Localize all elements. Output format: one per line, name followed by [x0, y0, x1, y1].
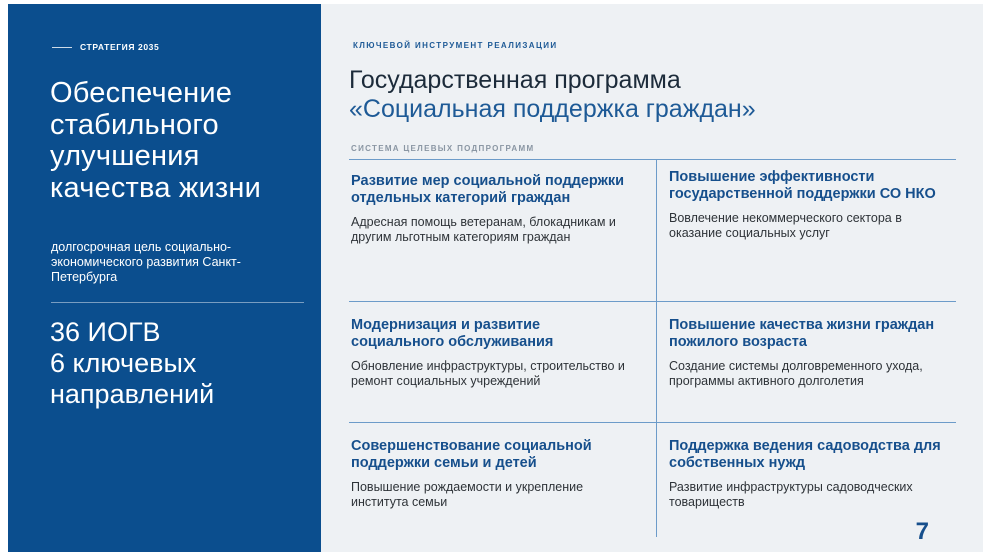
left-panel: [8, 4, 321, 552]
slide: [8, 4, 983, 552]
subprogram-card: [351, 438, 636, 510]
kicker-line: [52, 47, 72, 48]
subprogram-description: Адресная помощь ветеранам, блокадникам и другим льготным категориям граждан: [351, 215, 616, 244]
page-number: 7: [915, 518, 929, 545]
kicker-text: СТРАТЕГИЯ 2035: [80, 42, 160, 52]
subprogram-title: Поддержка ведения садоводства для собственных нужд: [669, 438, 941, 471]
right-panel: [321, 4, 983, 552]
subprogram-description: Создание системы долговременного ухода, программы активного долголетия: [669, 359, 923, 388]
left-subtitle: долгосрочная цель социально-экономического развития Санкт-Петербурга: [51, 240, 241, 284]
left-title: Обеспечение стабильного улучшения качества жизни: [50, 77, 262, 204]
subprogram-description: Вовлечение некоммерческого сектора в оказание социальных услуг: [669, 211, 902, 240]
grid-divider-row-1: [349, 301, 956, 302]
kicker-row: [52, 42, 159, 52]
subprogram-card: [351, 317, 636, 389]
subprogram-description: Развитие инфраструктуры садоводческих товариществ: [669, 480, 913, 509]
subprogram-card: [351, 173, 636, 245]
subprogram-description: Повышение рождаемости и укрепление института семьи: [351, 480, 584, 509]
subprogram-title: Модернизация и развитие социального обслуживания: [351, 317, 554, 350]
subprogram-title: Повышение качества жизни граждан пожилого возраста: [669, 317, 935, 350]
subprogram-title: Совершенствование социальной поддержки семьи и детей: [351, 438, 592, 471]
subprogram-title: Развитие мер социальной поддержки отдельных категорий граждан: [351, 173, 625, 206]
subprogram-card: [669, 317, 954, 389]
stat-agencies: 36 ИОГВ: [50, 317, 161, 347]
section-label: СИСТЕМА ЦЕЛЕВЫХ ПОДПРОГРАММ: [351, 144, 535, 153]
stat-directions: 6 ключевых направлений: [50, 348, 215, 409]
grid-divider-row-2: [349, 422, 956, 423]
grid-divider-vertical: [656, 159, 657, 537]
left-divider: [51, 302, 304, 303]
subprogram-title: Повышение эффективности государственной поддержки СО НКО: [669, 169, 936, 202]
program-subtitle: «Социальная поддержка граждан»: [349, 95, 756, 123]
program-title: Государственная программа: [349, 66, 681, 94]
subprogram-card: [669, 169, 954, 241]
subprogram-card: [669, 438, 954, 510]
subprogram-description: Обновление инфраструктуры, строительство и ремонт социальных учреждений: [351, 359, 625, 388]
left-stats: [50, 317, 310, 410]
eyebrow-label: КЛЮЧЕВОЙ ИНСТРУМЕНТ РЕАЛИЗАЦИИ: [353, 41, 558, 50]
grid-divider-top: [349, 159, 956, 160]
